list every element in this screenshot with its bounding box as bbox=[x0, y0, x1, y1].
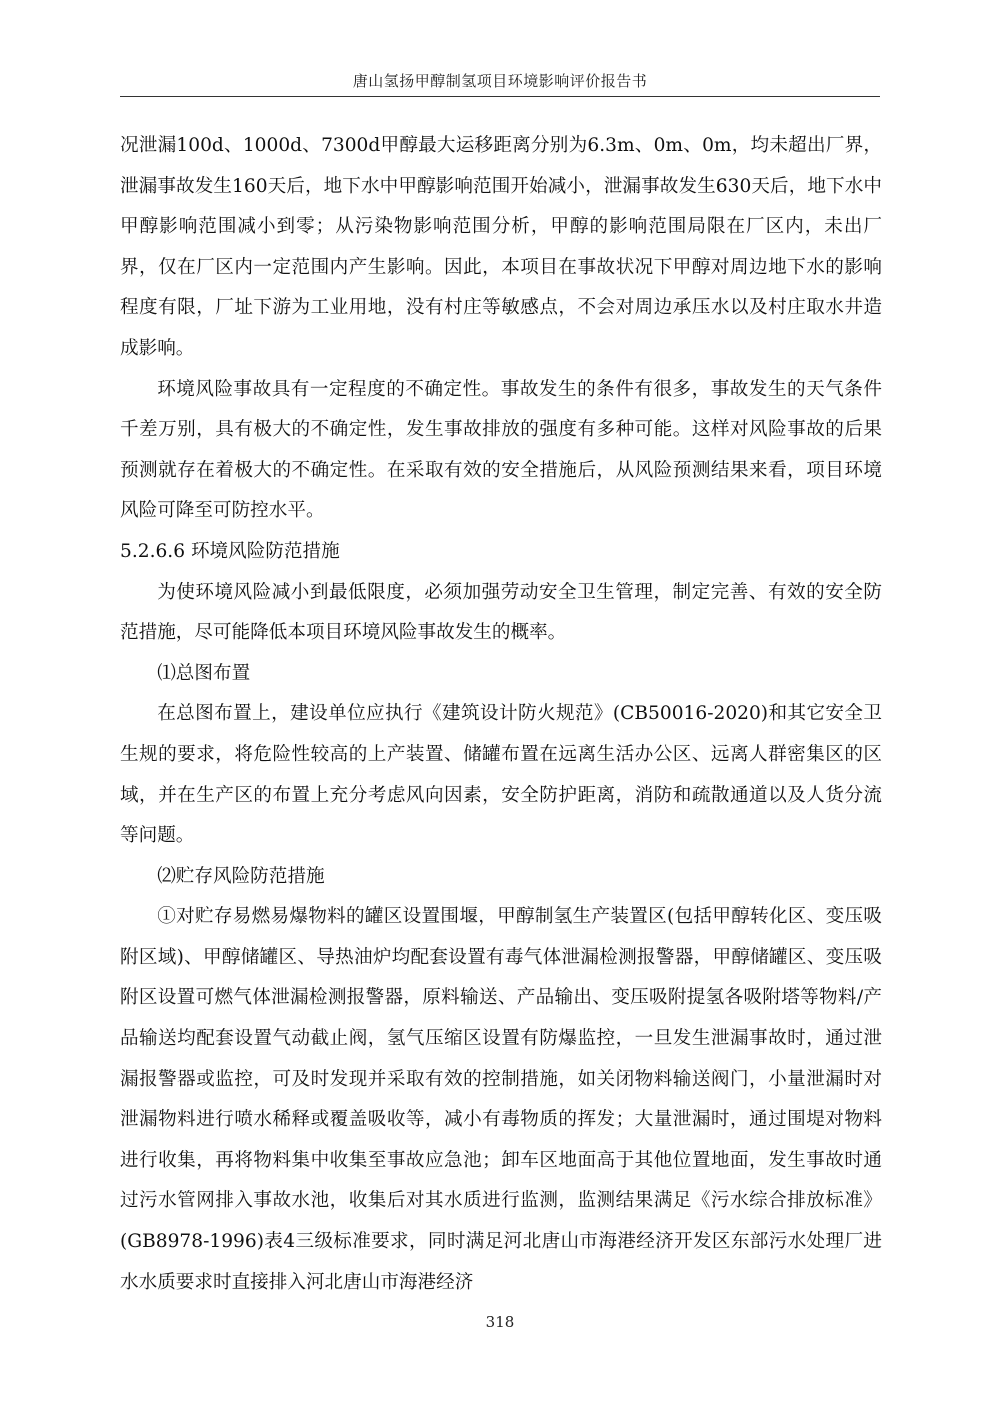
page-header-title: 唐山氢扬甲醇制氢项目环境影响评价报告书 bbox=[352, 72, 648, 90]
paragraph-risk-prevention-intro: 为使环境风险减小到最低限度，必须加强劳动安全卫生管理，制定完善、有效的安全防范措施，尽可能降低本项目环境风险事故发生的概率。 bbox=[120, 581, 882, 644]
paragraph-general-layout: 在总图布置上，建设单位应执行《建筑设计防火规范》(CB50016-2020)和其它安全卫生规的要求，将危险性较高的上产装置、储罐布置在远离生活办公区、远离人群密集区的区域，并在生产区的布置上充分考虑风向因素，安全防护距离，消防和疏散通道以及人货分流等问题。 bbox=[120, 703, 882, 847]
page-number: 318 bbox=[485, 1313, 515, 1331]
section-heading-risk-prevention: 5.2.6.6 环境风险防范措施 bbox=[120, 540, 340, 562]
subheading-storage-risk: ⑵贮存风险防范措施 bbox=[157, 865, 325, 887]
subheading-general-layout: ⑴总图布置 bbox=[157, 662, 251, 684]
paragraph-storage-risk-measures: ①对贮存易燃易爆物料的罐区设置围堰，甲醇制氢生产装置区(包括甲醇转化区、变压吸附区域)、甲醇储罐区、导热油炉均配套设置有毒气体泄漏检测报警器，甲醇储罐区、变压吸附区设置可燃气体泄漏检测报警器，原料输送、产品输出、变压吸附提氢各吸附塔等物料/产品输送均配套设置气动截止阀，氢气压缩区设置有防爆监控，一旦发生泄漏事故时，通过泄漏报警器或监控，可及时发现并采取有效的控制措施，如关闭物料输送阀门，小量泄漏时对泄漏物料进行喷水稀释或覆盖吸收等，减小有毒物质的挥发；大量泄漏时，通过围堤对物料进行收集，再将物料集中收集至事故应急池；卸车区地面高于其他位置地面，发生事故时通过污水管网排入事故水池，收集后对其水质进行监测，监测结果满足《污水综合排放标准》(GB8978-1996)表4三级标准要求，同时满足河北唐山市海港经济开发区东部污水处理厂进水水质要求时直接排入河北唐山市海港经济 bbox=[120, 906, 882, 1293]
document-body bbox=[120, 126, 882, 1303]
header-divider bbox=[120, 96, 880, 97]
paragraph-risk-uncertainty: 环境风险事故具有一定程度的不确定性。事故发生的条件有很多，事故发生的天气条件千差万别，具有极大的不确定性，发生事故排放的强度有多种可能。这样对风险事故的后果预测就存在着极大的不确定性。在采取有效的安全措施后，从风险预测结果来看，项目环境风险可降至可防控水平。 bbox=[120, 378, 882, 522]
paragraph-groundwater-impact: 况泄漏100d、1000d、7300d甲醇最大运移距离分别为6.3m、0m、0m，均未超出厂界，泄漏事故发生160天后，地下水中甲醇影响范围开始减小，泄漏事故发生630天后，地下水中甲醇影响范围减小到零；从污染物影响范围分析，甲醇的影响范围局限在厂区内，未出厂界，仅在厂区内一定范围内产生影响。因此，本项目在事故状况下甲醇对周边地下水的影响程度有限，厂址下游为工业用地，没有村庄等敏感点，不会对周边承压水以及村庄取水井造成影响。 bbox=[120, 135, 882, 359]
